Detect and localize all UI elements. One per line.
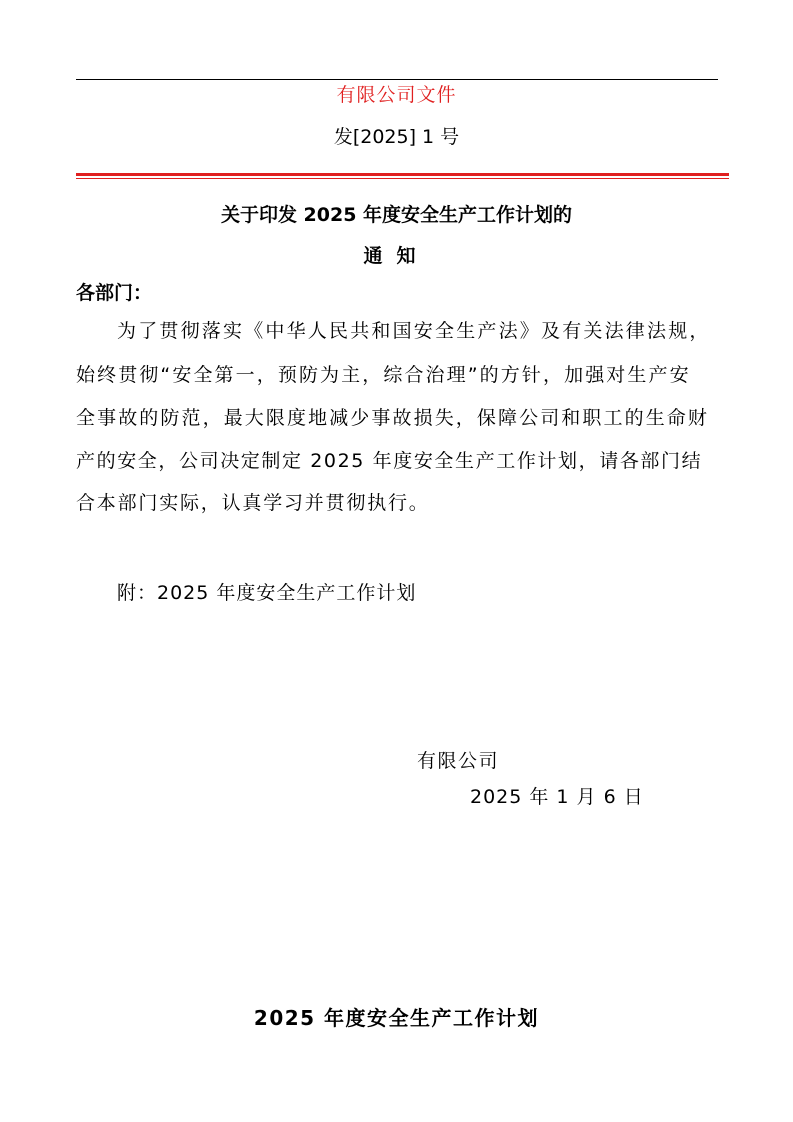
issuer-signature: 有限公司 (417, 750, 500, 772)
notice-title-line2: 通知 (363, 245, 430, 267)
body-line: 合本部门实际，认真学习并贯彻执行。 (76, 492, 430, 514)
red-separator-thick (76, 173, 729, 176)
body-line: 为了贯彻落实《中华人民共和国安全生产法》及有关法律法规， (117, 320, 711, 342)
top-rule (76, 79, 718, 80)
notice-title-line1: 关于印发 2025 年度安全生产工作计划的 (220, 204, 573, 226)
document-issuer-header: 有限公司文件 (336, 84, 457, 106)
document-number: 发[2025] 1 号 (333, 126, 460, 148)
salutation: 各部门： (76, 282, 153, 304)
body-line: 始终贯彻“安全第一，预防为主，综合治理”的方针，加强对生产安 (76, 364, 691, 386)
attachment-note: 附：2025 年度安全生产工作计划 (117, 582, 417, 604)
red-separator-thin (76, 178, 729, 179)
issue-date: 2025 年 1 月 6 日 (470, 786, 644, 808)
body-line: 全事故的防范，最大限度地减少事故损失，保障公司和职工的生命财 (76, 407, 710, 429)
body-line: 产的安全，公司决定制定 2025 年度安全生产工作计划，请各部门结 (76, 450, 703, 472)
attachment-title: 2025 年度安全生产工作计划 (253, 1006, 540, 1030)
